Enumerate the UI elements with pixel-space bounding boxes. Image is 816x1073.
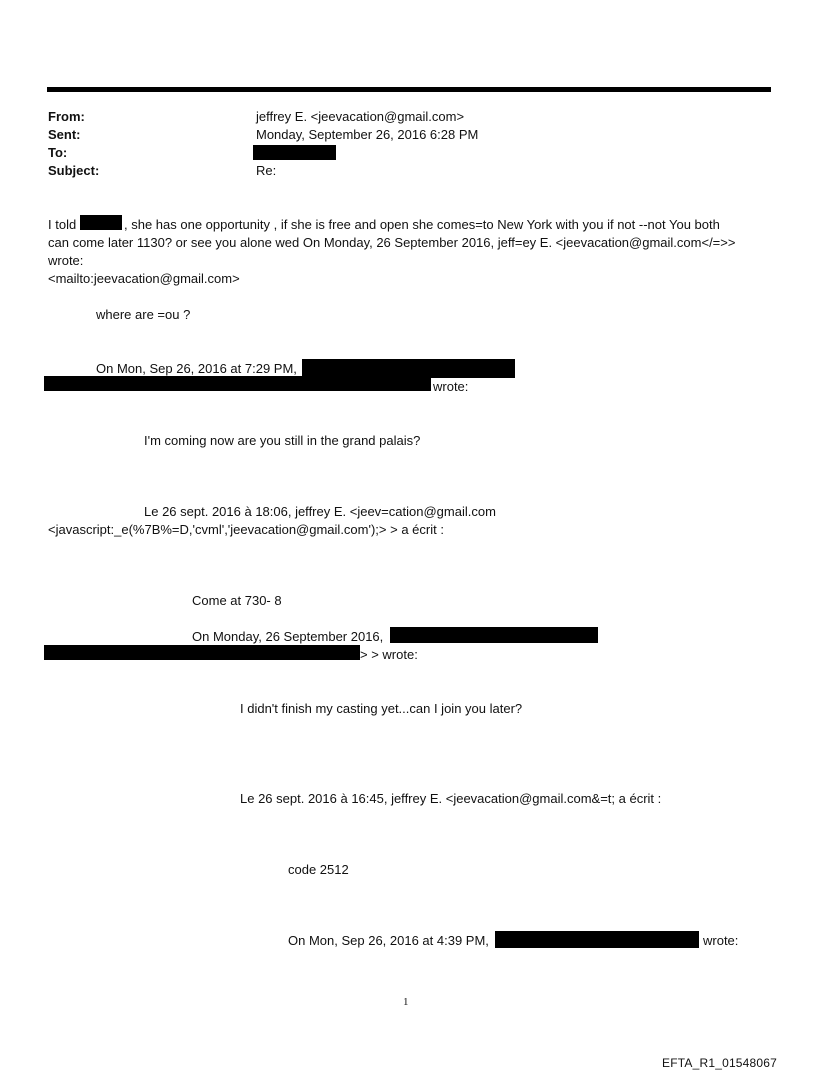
quote-5-text: code 2512 xyxy=(288,862,349,877)
sent-value: Monday, September 26, 2016 6:28 PM xyxy=(256,127,479,142)
body-p1-line3: wrote: xyxy=(48,253,84,268)
subject-value: Re: xyxy=(256,163,277,178)
quote-1-attribution-end: wrote: xyxy=(433,379,469,394)
quote-2-attribution-line1: Le 26 sept. 2016 à 18:06, jeffrey E. <jeev=cation@gmail.com xyxy=(144,504,496,519)
quote-1-text: where are =ou ? xyxy=(96,307,191,322)
subject-label: Subject: xyxy=(48,163,100,178)
name-redaction-3 xyxy=(390,627,598,643)
quote-4-attribution: Le 26 sept. 2016 à 16:45, jeffrey E. <jeevacation@gmail.com&=t; a écrit : xyxy=(240,791,662,806)
body-p1-rest: , she has one opportunity , if she is free and open she comes=to New York with you if not --not You both xyxy=(124,217,720,232)
to-redaction xyxy=(253,145,336,160)
email-redaction-2 xyxy=(44,376,431,391)
bates-number: EFTA_R1_01548067 xyxy=(662,1056,778,1070)
header-rule xyxy=(47,87,771,92)
from-label: From: xyxy=(48,109,85,124)
quote-3-attribution-end: > > wrote: xyxy=(360,647,418,662)
email-redaction-3 xyxy=(44,645,360,660)
quote-1-attribution: On Mon, Sep 26, 2016 at 7:29 PM, xyxy=(96,361,297,376)
sent-label: Sent: xyxy=(48,127,81,142)
quote-3-attribution: On Monday, 26 September 2016, xyxy=(192,629,384,644)
body-p1-start: I told xyxy=(48,217,77,232)
to-label: To: xyxy=(48,145,68,160)
from-value: jeffrey E. <jeevacation@gmail.com> xyxy=(256,109,465,124)
quote-4-text: I didn't finish my casting yet...can I join you later? xyxy=(240,701,523,716)
page-number: 1 xyxy=(403,996,409,1008)
body-p1-line4: <mailto:jeevacation@gmail.com> xyxy=(48,271,240,286)
name-redaction-1 xyxy=(80,215,122,230)
quote-2-attribution-line2: <javascript:_e(%7B%=D,'cvml','jeevacation@gmail.com');> > a écrit : xyxy=(48,522,444,537)
quote-2-text: I'm coming now are you still in the grand palais? xyxy=(144,433,421,448)
quote-3-text: Come at 730- 8 xyxy=(192,593,282,608)
body-p1-line2: can come later 1130? or see you alone wed On Monday, 26 September 2016, jeff=ey E. <jeevacation@gmail.com</=>> xyxy=(48,235,736,250)
quote-5-attribution-end: wrote: xyxy=(703,933,739,948)
name-redaction-5 xyxy=(495,931,699,948)
quote-5-attribution: On Mon, Sep 26, 2016 at 4:39 PM, xyxy=(288,933,489,948)
